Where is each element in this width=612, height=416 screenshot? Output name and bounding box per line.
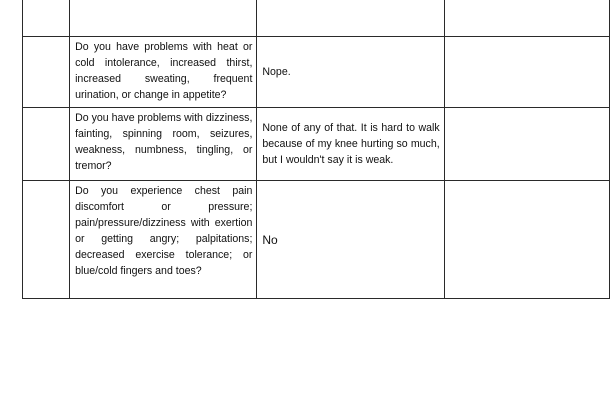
question-cell [70,108,257,181]
table-row [23,37,610,108]
table-row [23,0,610,37]
answer-cell [257,108,444,181]
notes-cell [444,108,609,181]
table-row [23,181,610,299]
row-number-cell [23,181,70,299]
notes-cell [444,0,609,37]
question-cell [70,181,257,299]
questionnaire-table [22,0,610,299]
answer-cell [257,0,444,37]
row-number-cell [23,108,70,181]
question-cell [70,37,257,108]
question-text: Do you have problems with heat or cold intolerance, increased thirst, increased sweating, frequent urination, or change in appetite? [75,41,253,101]
answer-text: Nope. [262,66,291,78]
answer-text: None of any of that. It is hard to walk because of my knee hurting so much, but I wouldn't say it is weak. [262,122,440,166]
question-text: Do you experience chest pain discomfort or pressure; pain/pressure/dizziness with exertion or getting angry; palpitations; decreased exercise tolerance; or blue/cold fingers and toes? [75,185,253,277]
row-number-cell [23,0,70,37]
row-number-cell [23,37,70,108]
answer-cell [257,181,444,299]
question-cell [70,0,257,37]
answer-text: No [262,232,278,247]
question-text: Do you have problems with dizziness, fainting, spinning room, seizures, weakness, numbness, tingling, or tremor? [75,112,253,172]
table-row [23,108,610,181]
answer-cell [257,37,444,108]
notes-cell [444,37,609,108]
notes-cell [444,181,609,299]
